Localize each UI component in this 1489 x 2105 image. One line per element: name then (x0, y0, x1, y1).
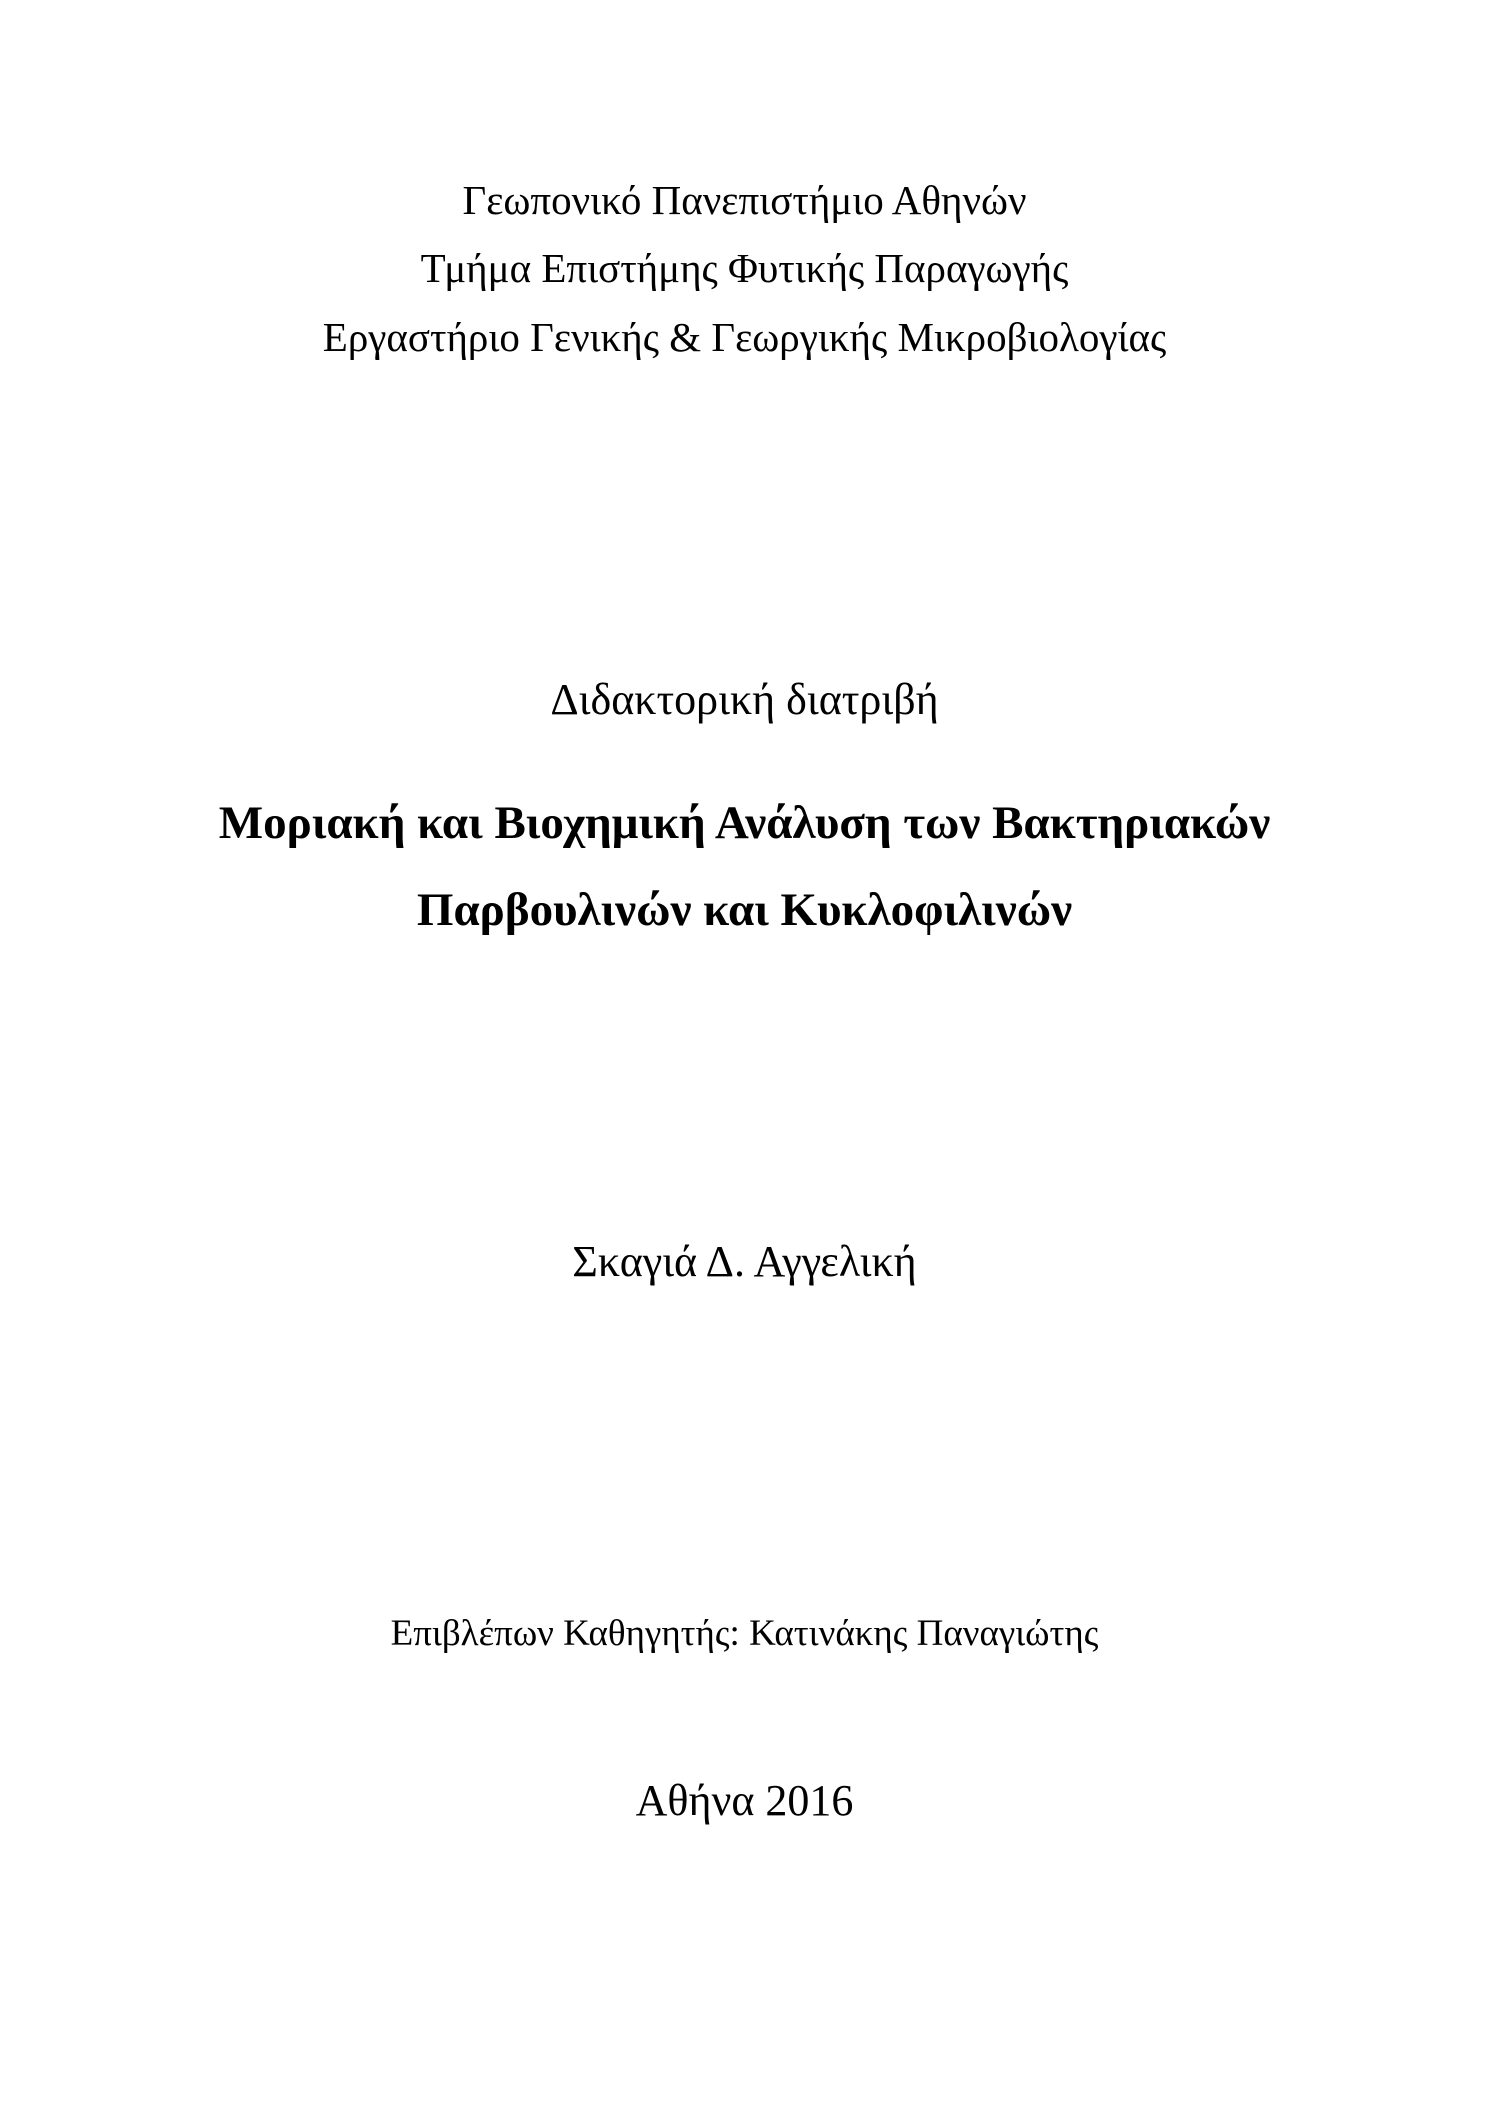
laboratory-name: Εργαστήριο Γενικής & Γεωργικής Μικροβιολογίας (322, 314, 1167, 360)
thesis-title-line-2: Παρβουλινών και Κυκλοφιλινών (416, 884, 1073, 936)
document-type: Διδακτορική διατριβή (550, 675, 939, 724)
supervisor: Επιβλέπων Καθηγητής: Κατινάκης Παναγιώτης (390, 1613, 1099, 1654)
department-name: Τμήμα Επιστήμης Φυτικής Παραγωγής (420, 245, 1069, 291)
author-name: Σκαγιά Δ. Αγγελική (572, 1237, 917, 1286)
university-name: Γεωπονικό Πανεπιστήμιο Αθηνών (462, 177, 1027, 223)
place-date: Αθήνα 2016 (635, 1776, 854, 1825)
thesis-title-line-1: Μοριακή και Βιοχημική Ανάλυση των Βακτηριακών (218, 797, 1271, 849)
